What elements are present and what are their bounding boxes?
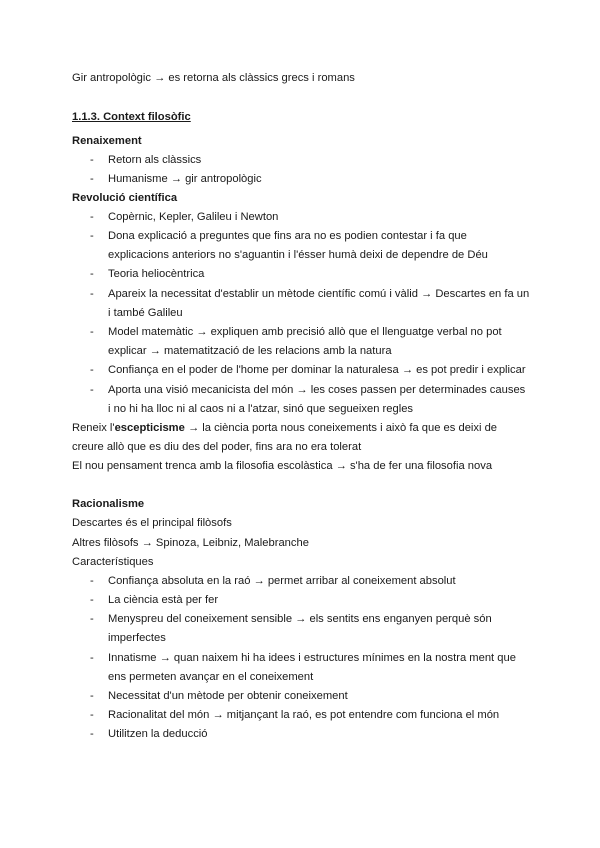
intro-line: Gir antropològic → es retorna als clàssics grecs i romans	[72, 72, 355, 84]
list-item-text: i no hi ha lloc ni al caos ni a l'atzar, sinó que segueixen regles	[108, 403, 414, 415]
bullet-dash: -	[90, 154, 94, 166]
list-item-text: Model matemàtic → expliquen amb precisió allò que el llenguatge verbal no pot	[108, 326, 502, 338]
list-item-text: Confiança absoluta en la raó → permet arribar al coneixement absolut	[108, 575, 456, 587]
bullet-dash: -	[90, 326, 94, 338]
nou-pensament-line: El nou pensament trenca amb la filosofia escolàstica → s'ha de fer una filosofia nova	[72, 460, 493, 472]
list-item-text: Humanisme → gir antropològic	[108, 173, 262, 185]
bullet-dash: -	[90, 364, 94, 376]
list-item-text: explicacions anteriors no s'aguantin i l'ésser humà deixi de dependre de Déu	[108, 249, 488, 261]
list-item-text: Necessitat d'un mètode per obtenir coneixement	[108, 690, 348, 702]
bullet-dash: -	[90, 690, 94, 702]
list-item-text: i també Galileu	[108, 307, 183, 319]
bullet-dash: -	[90, 268, 94, 280]
bullet-dash: -	[90, 709, 94, 721]
racionalisme-line-2: Altres filòsofs → Spinoza, Leibniz, Malebranche	[72, 537, 309, 549]
escepticisme-line-2: creure allò que es diu des del poder, fins ara no era tolerat	[72, 441, 362, 453]
list-item-text: Racionalitat del món → mitjançant la raó, es pot entendre com funciona el món	[108, 709, 500, 721]
bullet-dash: -	[90, 594, 94, 606]
list-item-text: Retorn als clàssics	[108, 154, 202, 166]
racionalisme-heading: Racionalisme	[72, 498, 145, 510]
list-item-text: Apareix la necessitat d'establir un mètode científic comú i vàlid → Descartes en fa un	[108, 288, 530, 300]
bullet-dash: -	[90, 211, 94, 223]
list-item-text: Innatisme → quan naixem hi ha idees i estructures mínimes en la nostra ment que	[108, 652, 516, 664]
bullet-dash: -	[90, 575, 94, 587]
bullet-dash: -	[90, 230, 94, 242]
revolucio-heading: Revolució científica	[72, 192, 178, 204]
list-item-text: ens permeten avançar en el coneixement	[108, 671, 314, 683]
bullet-dash: -	[90, 613, 94, 625]
renaixement-heading: Renaixement	[72, 135, 142, 147]
list-item-text: Utilitzen la deducció	[108, 728, 208, 740]
bullet-dash: -	[90, 384, 94, 396]
racionalisme-line-1: Descartes és el principal filòsofs	[72, 517, 232, 529]
list-item-text: Menyspreu del coneixement sensible → els sentits ens enganyen perquè són	[108, 613, 492, 625]
bullet-dash: -	[90, 652, 94, 664]
racionalisme-line-3: Característiques	[72, 556, 154, 568]
list-item-text: explicar → matematització de les relacions amb la natura	[108, 345, 392, 357]
list-item-text: Dona explicació a preguntes que fins ara no es podien contestar i fa que	[108, 230, 467, 242]
escepticisme-line	[72, 421, 497, 435]
list-item-text: La ciència està per fer	[108, 594, 219, 606]
bullet-dash: -	[90, 728, 94, 740]
bullet-dash: -	[90, 173, 94, 185]
escepticisme-prefix: Reneix l'	[72, 422, 115, 434]
list-item-text: Copèrnic, Kepler, Galileu i Newton	[108, 211, 279, 223]
list-item-text: Aporta una visió mecanicista del món → les coses passen per determinades causes	[108, 384, 526, 396]
list-item-text: Teoria heliocèntrica	[108, 268, 205, 280]
bullet-dash: -	[90, 288, 94, 300]
escepticisme-rest: → la ciència porta nous coneixements i això fa que es deixi de	[184, 422, 498, 434]
list-item-text: Confiança en el poder de l'home per dominar la naturalesa → es pot predir i explicar	[108, 364, 526, 376]
escepticisme-term: escepticisme	[114, 422, 185, 434]
section-title: 1.1.3. Context filosòfic	[72, 111, 191, 123]
list-item-text: imperfectes	[108, 632, 166, 644]
